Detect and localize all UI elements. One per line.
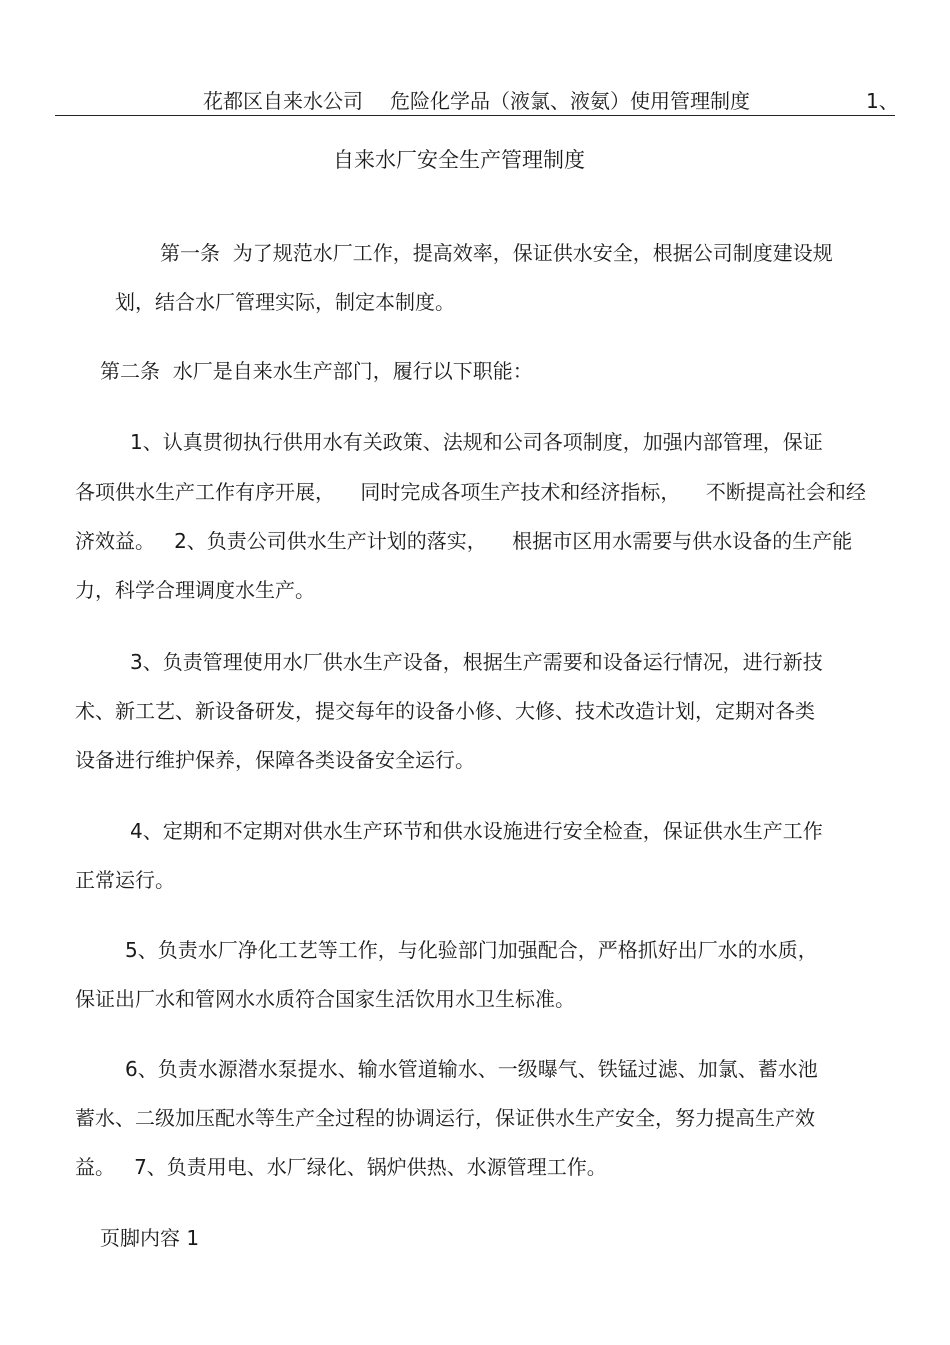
item6-line2: 蓄水、二级加压配水等生产全过程的协调运行，保证供水生产安全，努力提高生产效 (75, 1106, 815, 1130)
item6-line3: 益。 7、负责用电、水厂绿化、锅炉供热、水源管理工作。 (75, 1155, 607, 1179)
footer-text: 页脚内容 1 (100, 1226, 200, 1250)
article2-heading: 第二条 水厂是自来水生产部门，履行以下职能： (100, 359, 533, 383)
main-title: 自来水厂安全生产管理制度 (333, 148, 585, 172)
header-page-marker: 1、 (866, 89, 899, 113)
item3-line1: 3、负责管理使用水厂供水生产设备，根据生产需要和设备运行情况，进行新技 (130, 650, 823, 674)
article1-line2: 划，结合水厂管理实际，制定本制度。 (115, 290, 455, 314)
item1-line4: 力，科学合理调度水生产。 (75, 578, 315, 602)
item5-line1: 5、负责水厂净化工艺等工作，与化验部门加强配合，严格抓好出厂水的水质， (125, 938, 818, 962)
item6-line1: 6、负责水源潜水泵提水、输水管道输水、一级曝气、铁锰过滤、加氯、蓄水池 (125, 1057, 818, 1081)
header-company: 花都区自来水公司 (203, 89, 363, 113)
item3-line2: 术、新工艺、新设备研发，提交每年的设备小修、大修、技术改造计划，定期对各类 (75, 699, 815, 723)
item4-line1: 4、定期和不定期对供水生产环节和供水设施进行安全检查，保证供水生产工作 (130, 819, 823, 843)
item1-line3: 济效益。 2、负责公司供水生产计划的落实， 根据市区用水需要与供水设备的生产能 (75, 529, 853, 553)
item5-line2: 保证出厂水和管网水水质符合国家生活饮用水卫生标准。 (75, 987, 575, 1011)
item3-line3: 设备进行维护保养，保障各类设备安全运行。 (75, 748, 475, 772)
header-doc-title: 危险化学品（液氯、液氨）使用管理制度 (390, 89, 750, 113)
article1-line1: 第一条 为了规范水厂工作，提高效率，保证供水安全，根据公司制度建设规 (160, 241, 833, 265)
item1-line1: 1、认真贯彻执行供用水有关政策、法规和公司各项制度，加强内部管理，保证 (130, 430, 823, 454)
item4-line2: 正常运行。 (75, 868, 175, 892)
header-rule (55, 115, 895, 116)
item1-line2: 各项供水生产工作有序开展， 同时完成各项生产技术和经济指标， 不断提高社会和经 (75, 480, 866, 504)
